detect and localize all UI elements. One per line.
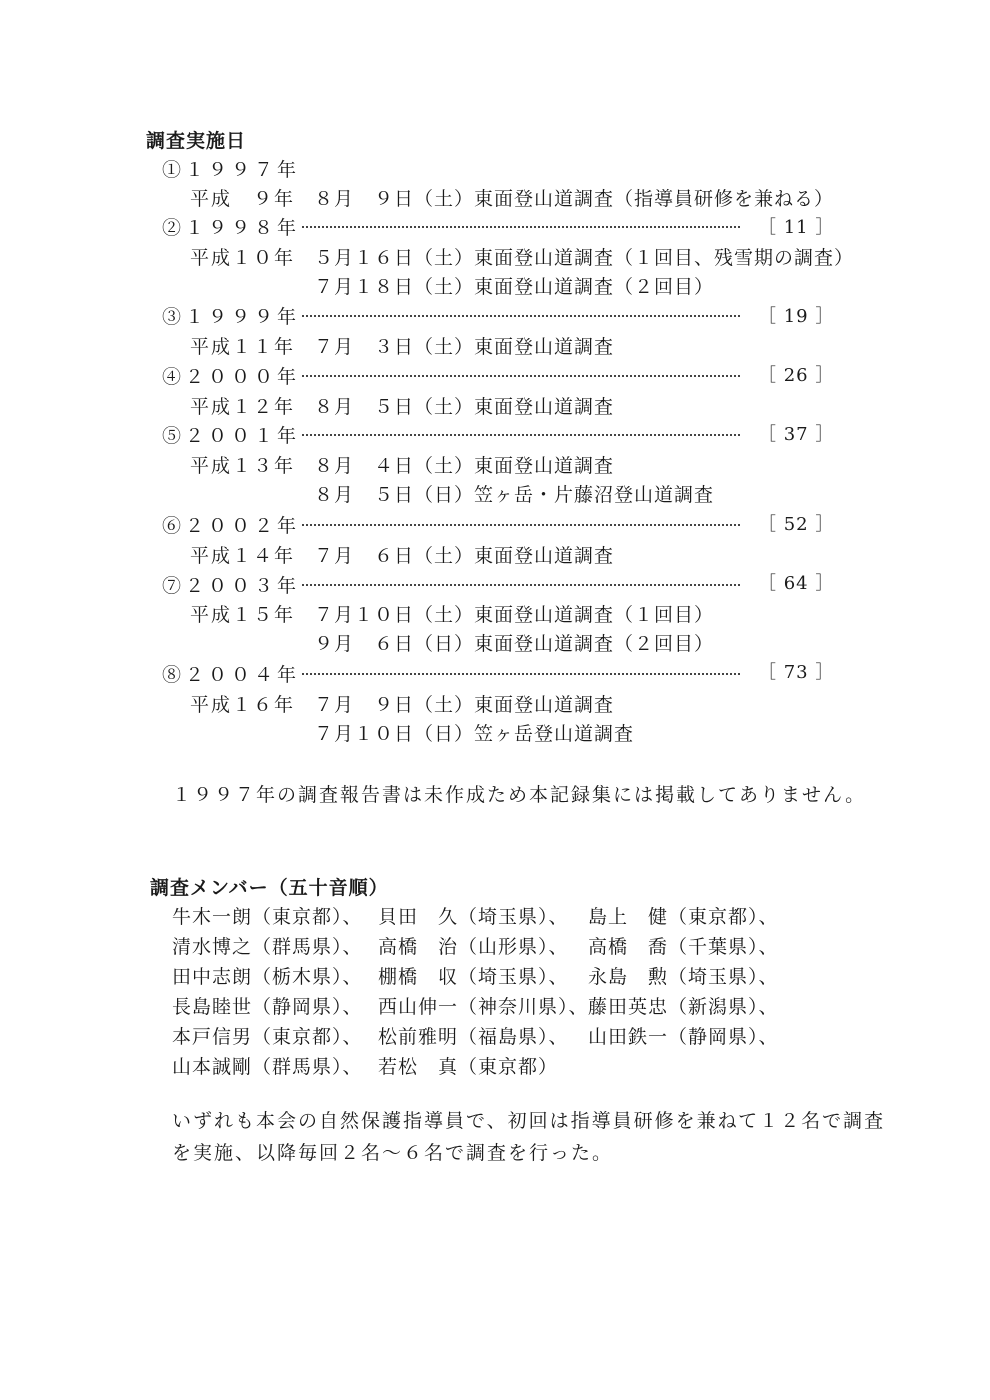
member-name: 牛木一朗（東京都）、 xyxy=(172,906,363,928)
survey-entry: ７月１８日（土）東面登山道調査（２回目） xyxy=(314,276,715,298)
member-name: 清水博之（群馬県）、 xyxy=(172,936,363,958)
dot-leader xyxy=(302,434,740,436)
page-reference: ［ 73 ］ xyxy=(758,662,835,683)
member-name: 山田鉄一（静岡県）、 xyxy=(588,1026,779,1048)
survey-entry: ９月 ６日（日）東面登山道調査（２回目） xyxy=(314,633,715,655)
survey-entry: ８月 ５日（土）東面登山道調査 xyxy=(314,396,615,418)
member-name: 田中志朗（栃木県）、 xyxy=(172,966,363,988)
note-text: １９９７年の調査報告書は未作成ため本記録集には掲載してありません。 xyxy=(172,784,867,806)
survey-entry: ８月 ９日（土）東面登山道調査（指導員研修を兼ねる） xyxy=(314,188,835,210)
era-label: 平成１０年 xyxy=(190,247,296,269)
section-heading-survey-members: 調査メンバー（五十音順） xyxy=(150,877,389,899)
survey-entry: ７月 ３日（土）東面登山道調査 xyxy=(314,336,615,358)
page-reference: ［ 52 ］ xyxy=(758,514,835,535)
page-reference: ［ 26 ］ xyxy=(758,365,835,386)
section-heading-survey-dates: 調査実施日 xyxy=(146,130,247,152)
paragraph-line: を実施、以降毎回２名～６名で調査を行った。 xyxy=(172,1142,614,1164)
era-label: 平成１３年 xyxy=(190,455,296,477)
member-name: 若松 真（東京都） xyxy=(378,1056,559,1078)
survey-entry: ８月 ４日（土）東面登山道調査 xyxy=(314,455,615,477)
member-name: 山本誠剛（群馬県）、 xyxy=(172,1056,363,1078)
member-name: 本戸信男（東京都）、 xyxy=(172,1026,363,1048)
member-name: 西山伸一（神奈川県）、 xyxy=(378,996,589,1018)
member-name: 藤田英忠（新潟県）、 xyxy=(588,996,779,1018)
year-label: ⑧２００４年 xyxy=(162,664,301,686)
year-label: ⑤２００１年 xyxy=(162,425,301,447)
page-reference: ［ 64 ］ xyxy=(758,573,835,594)
year-label: ③１９９９年 xyxy=(162,306,301,328)
survey-entry: ５月１６日（土）東面登山道調査（１回目、残雪期の調査） xyxy=(314,247,855,269)
member-name: 貝田 久（埼玉県）、 xyxy=(378,906,569,928)
survey-entry: ７月 ６日（土）東面登山道調査 xyxy=(314,545,615,567)
era-label: 平成１４年 xyxy=(190,545,296,567)
member-name: 松前雅明（福島県）、 xyxy=(378,1026,569,1048)
paragraph-line: いずれも本会の自然保護指導員で、初回は指導員研修を兼ねて１２名で調査 xyxy=(172,1110,886,1132)
member-name: 永島 勲（埼玉県）、 xyxy=(588,966,779,988)
member-name: 高橋 治（山形県）、 xyxy=(378,936,569,958)
dot-leader xyxy=(302,673,740,675)
dot-leader xyxy=(302,315,740,317)
dot-leader xyxy=(302,375,740,377)
survey-entry: ７月 ９日（土）東面登山道調査 xyxy=(314,694,615,716)
member-name: 棚橋 収（埼玉県）、 xyxy=(378,966,569,988)
year-label: ①１９９７年 xyxy=(162,159,301,181)
page-reference: ［ 11 ］ xyxy=(758,217,835,238)
dot-leader xyxy=(302,226,740,228)
page-reference: ［ 37 ］ xyxy=(758,424,835,445)
era-label: 平成 ９年 xyxy=(190,188,296,210)
member-name: 長島睦世（静岡県）、 xyxy=(172,996,363,1018)
year-label: ⑦２００３年 xyxy=(162,575,301,597)
era-label: 平成１１年 xyxy=(190,336,296,358)
era-label: 平成１６年 xyxy=(190,694,296,716)
member-name: 高橋 喬（千葉県）、 xyxy=(588,936,779,958)
survey-entry: ７月１０日（土）東面登山道調査（１回目） xyxy=(314,604,715,626)
member-name: 島上 健（東京都）、 xyxy=(588,906,779,928)
era-label: 平成１２年 xyxy=(190,396,296,418)
dot-leader xyxy=(302,584,740,586)
survey-entry: ８月 ５日（日）笠ヶ岳・片藤沼登山道調査 xyxy=(314,484,715,506)
year-label: ⑥２００２年 xyxy=(162,515,301,537)
survey-entry: ７月１０日（日）笠ヶ岳登山道調査 xyxy=(314,723,635,745)
year-label: ②１９９８年 xyxy=(162,217,301,239)
dot-leader xyxy=(302,524,740,526)
year-label: ④２０００年 xyxy=(162,366,301,388)
era-label: 平成１５年 xyxy=(190,604,296,626)
page-reference: ［ 19 ］ xyxy=(758,306,835,327)
